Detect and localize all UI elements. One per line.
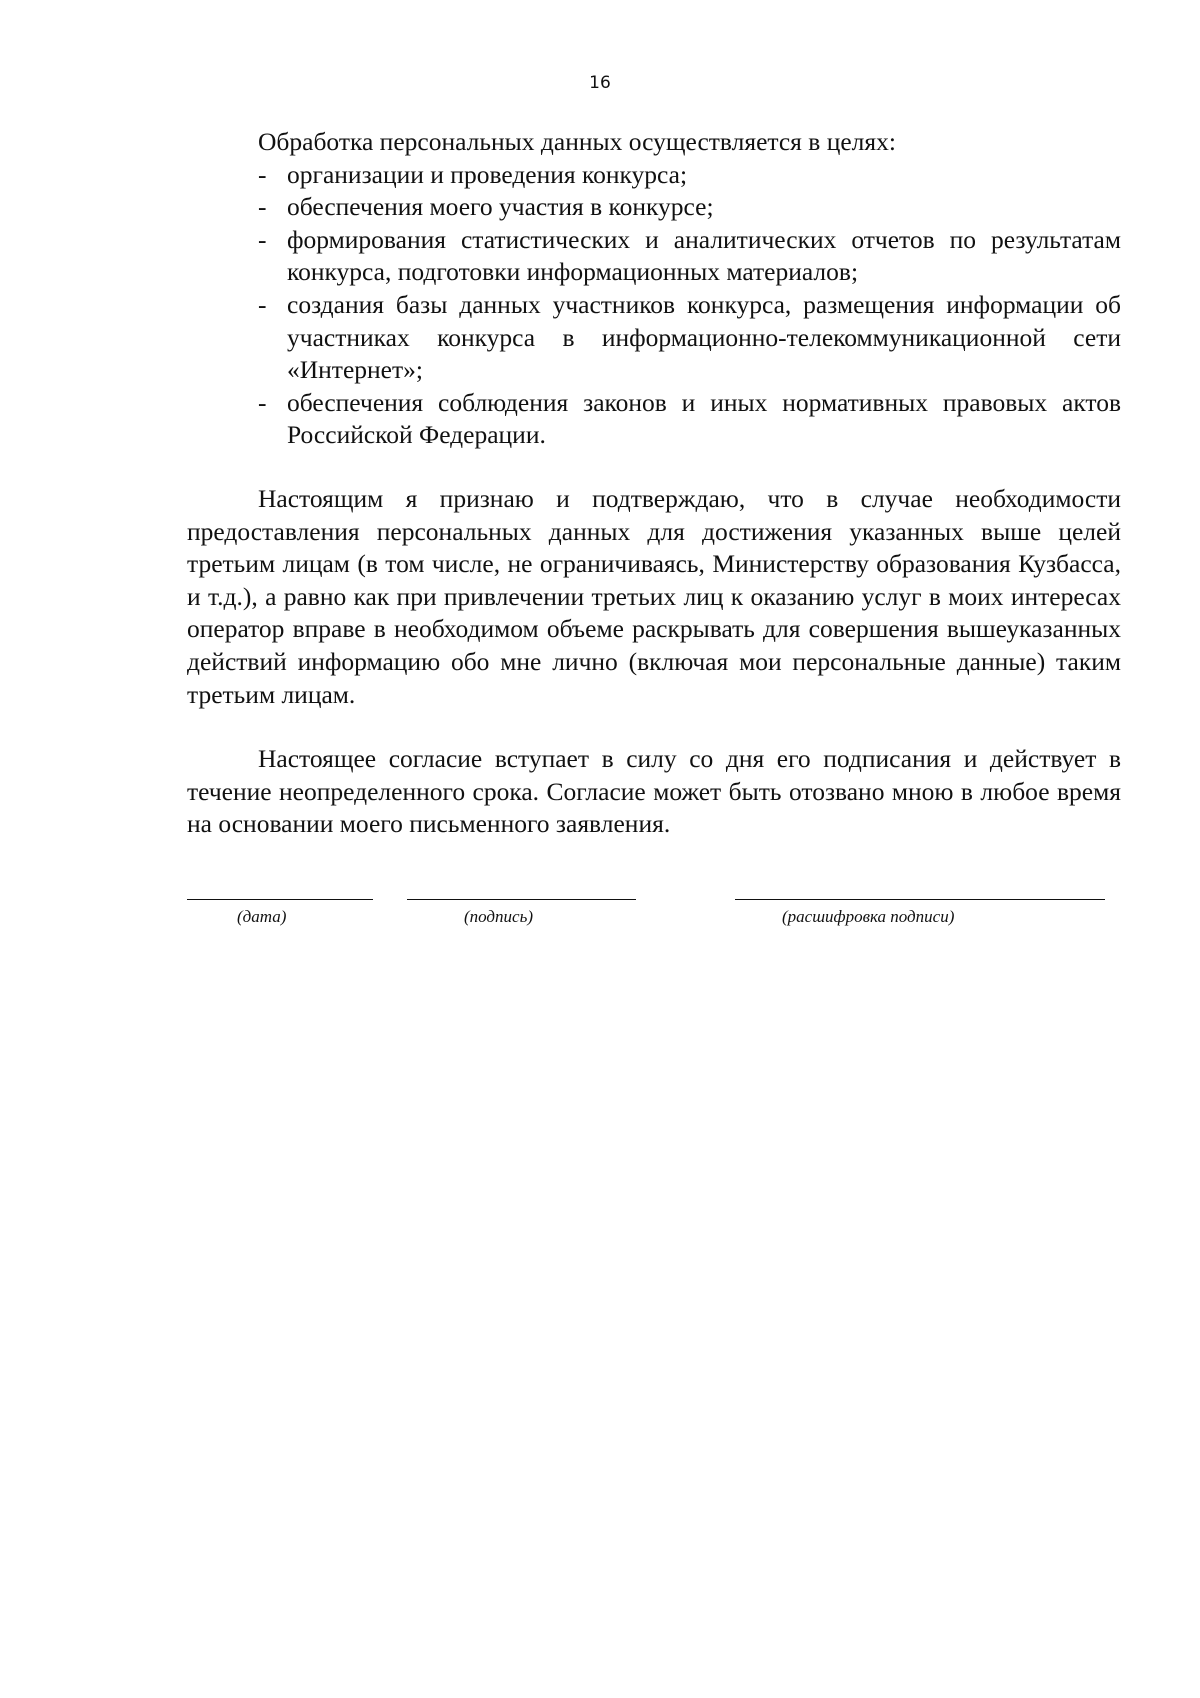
signature-line <box>407 899 636 900</box>
signature-name-caption: (расшифровка подписи) <box>782 907 955 926</box>
list-dash: - <box>258 192 267 222</box>
date-caption: (дата) <box>237 907 287 926</box>
list-item-text: обеспечения соблюдения законов и иных нормативных правовых актов Российской Федерации. <box>287 387 1121 450</box>
signature-caption: (подпись) <box>464 907 533 926</box>
list-item-text: организации и проведения конкурса; <box>287 159 688 189</box>
document-body <box>187 126 1121 841</box>
list-item <box>187 387 1121 452</box>
signature-name-field <box>735 899 1105 926</box>
date-line <box>187 899 373 900</box>
third-parties-paragraph: Настоящим я признаю и подтверждаю, что в случае необходимости предоставления персональных данных для достижения указанных выше целей третьим лицам (в том числе, не ограничиваясь, Министерству образования Кузбасса, и т.д.), а равно как при привлечении третьих лиц к оказанию услуг в моих интересах оператор вправе в необходимом объеме раскрывать для совершения вышеуказанных действий информацию обо мне лично (включая мои персональные данные) таким третьим лицам. <box>187 483 1121 709</box>
list-item <box>187 224 1121 289</box>
purposes-intro: Обработка персональных данных осуществляется в целях: <box>258 127 896 156</box>
list-item-text: обеспечения моего участия в конкурсе; <box>287 192 714 222</box>
list-dash: - <box>258 159 267 189</box>
list-item <box>187 289 1121 387</box>
list-item <box>187 159 1121 192</box>
date-field <box>187 899 373 926</box>
signature-name-line <box>735 899 1105 900</box>
signature-field <box>407 899 636 926</box>
list-dash: - <box>258 387 267 417</box>
list-item-text: формирования статистических и аналитических отчетов по результатам конкурса, подготовки информационных материалов; <box>287 224 1121 287</box>
list-dash: - <box>258 289 267 319</box>
signature-block <box>0 899 1200 939</box>
list-dash: - <box>258 224 267 254</box>
purposes-list <box>187 159 1121 452</box>
list-item-text: создания базы данных участников конкурса, размещения информации об участниках конкурса в информационно-телекоммуникационной сети «Интернет»; <box>287 289 1121 385</box>
page-number: 16 <box>589 73 611 93</box>
validity-paragraph: Настоящее согласие вступает в силу со дня его подписания и действует в течение неопределенного срока. Согласие может быть отозвано мною в любое время на основании моего письменного заявления. <box>187 744 1121 839</box>
list-item <box>187 191 1121 224</box>
